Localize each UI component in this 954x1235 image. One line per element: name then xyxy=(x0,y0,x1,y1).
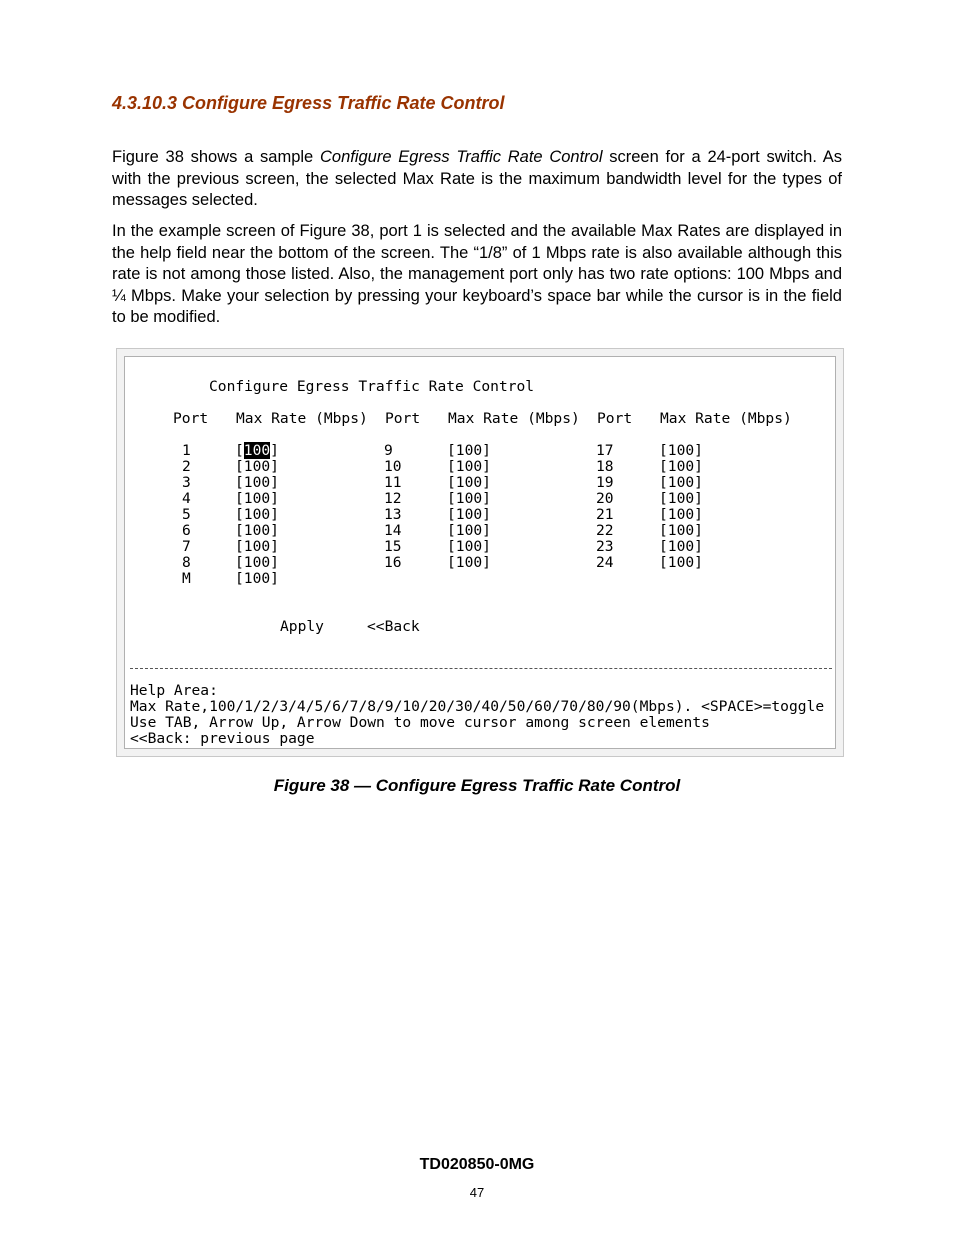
document-id: TD020850-0MG xyxy=(419,1156,535,1173)
max-rate-field[interactable] xyxy=(447,539,491,555)
max-rate-value[interactable]: 100 xyxy=(243,442,271,459)
col-header-rate-2: Max Rate (Mbps) xyxy=(448,410,580,427)
field-bracket-right: ] xyxy=(694,442,703,459)
port-number: 9 xyxy=(384,442,393,459)
field-bracket-left: [ xyxy=(235,538,244,555)
max-rate-field[interactable] xyxy=(447,443,491,459)
field-bracket-left: [ xyxy=(659,442,668,459)
field-bracket-right: ] xyxy=(270,570,279,587)
help-area-title: Help Area: xyxy=(130,682,218,699)
field-bracket-right: ] xyxy=(270,506,279,523)
field-bracket-left: [ xyxy=(235,554,244,571)
field-bracket-right: ] xyxy=(270,474,279,491)
port-number: 7 xyxy=(182,538,191,555)
field-bracket-left: [ xyxy=(235,506,244,523)
port-number: 16 xyxy=(384,554,402,571)
port-number: 8 xyxy=(182,554,191,571)
terminal-screenshot-frame xyxy=(116,348,844,757)
field-bracket-left: [ xyxy=(659,506,668,523)
field-bracket-right: ] xyxy=(694,458,703,475)
back-button[interactable]: <<Back xyxy=(367,618,420,635)
port-number: 5 xyxy=(182,506,191,523)
max-rate-field[interactable] xyxy=(447,555,491,571)
max-rate-field[interactable] xyxy=(447,459,491,475)
field-bracket-right: ] xyxy=(694,490,703,507)
port-number: 17 xyxy=(596,442,614,459)
max-rate-field[interactable] xyxy=(235,491,279,507)
field-bracket-left: [ xyxy=(659,538,668,555)
screen-title: Configure Egress Traffic Rate Control xyxy=(209,378,535,395)
col-header-port-2: Port xyxy=(385,410,421,427)
help-line-navigation: Use TAB, Arrow Up, Arrow Down to move cursor among screen elements xyxy=(130,714,710,731)
max-rate-value[interactable]: 100 xyxy=(667,538,695,555)
field-bracket-left: [ xyxy=(235,570,244,587)
max-rate-value[interactable]: 100 xyxy=(455,474,483,491)
max-rate-field[interactable] xyxy=(659,443,703,459)
max-rate-field[interactable] xyxy=(235,571,279,587)
max-rate-value[interactable]: 100 xyxy=(455,538,483,555)
port-number: 12 xyxy=(384,490,402,507)
field-bracket-right: ] xyxy=(270,538,279,555)
port-number: 14 xyxy=(384,522,402,539)
port-number: 3 xyxy=(182,474,191,491)
field-bracket-left: [ xyxy=(447,458,456,475)
field-bracket-right: ] xyxy=(694,538,703,555)
figure-caption: Figure 38 — Configure Egress Traffic Rate Control xyxy=(273,776,681,795)
max-rate-field[interactable] xyxy=(659,555,703,571)
terminal-screen xyxy=(124,356,836,749)
port-number: 24 xyxy=(596,554,614,571)
max-rate-field[interactable] xyxy=(447,475,491,491)
field-bracket-right: ] xyxy=(482,442,491,459)
field-bracket-right: ] xyxy=(694,522,703,539)
max-rate-value[interactable]: 100 xyxy=(455,442,483,459)
max-rate-value[interactable]: 100 xyxy=(667,506,695,523)
field-bracket-right: ] xyxy=(482,506,491,523)
max-rate-field[interactable] xyxy=(659,507,703,523)
max-rate-field[interactable] xyxy=(447,523,491,539)
port-number: 6 xyxy=(182,522,191,539)
field-bracket-left: [ xyxy=(659,522,668,539)
help-line-rates: Max Rate,100/1/2/3/4/5/6/7/8/9/10/20/30/40/50/60/70/80/90(Mbps). <SPACE>=toggle xyxy=(130,698,825,715)
max-rate-value[interactable]: 100 xyxy=(243,506,271,523)
field-bracket-left: [ xyxy=(447,538,456,555)
col-header-port-1: Port xyxy=(173,410,209,427)
field-bracket-left: [ xyxy=(447,474,456,491)
field-bracket-left: [ xyxy=(659,458,668,475)
port-number: 22 xyxy=(596,522,614,539)
max-rate-value[interactable]: 100 xyxy=(243,474,271,491)
field-bracket-left: [ xyxy=(235,490,244,507)
max-rate-field[interactable] xyxy=(659,491,703,507)
field-bracket-left: [ xyxy=(235,522,244,539)
section-heading: 4.3.10.3 Configure Egress Traffic Rate Control xyxy=(112,93,505,113)
intro-text-a: Figure 38 shows a sample xyxy=(112,148,320,166)
port-number: 20 xyxy=(596,490,614,507)
field-bracket-right: ] xyxy=(694,506,703,523)
port-number: 11 xyxy=(384,474,402,491)
max-rate-value[interactable]: 100 xyxy=(455,490,483,507)
max-rate-value[interactable]: 100 xyxy=(455,522,483,539)
field-bracket-left: [ xyxy=(659,474,668,491)
max-rate-field[interactable] xyxy=(235,523,279,539)
max-rate-field[interactable] xyxy=(235,475,279,491)
max-rate-field[interactable] xyxy=(447,491,491,507)
port-number: M xyxy=(182,570,191,587)
col-header-rate-3: Max Rate (Mbps) xyxy=(660,410,792,427)
max-rate-value[interactable]: 100 xyxy=(667,522,695,539)
port-number: 10 xyxy=(384,458,402,475)
port-number: 23 xyxy=(596,538,614,555)
max-rate-value[interactable]: 100 xyxy=(243,538,271,555)
field-bracket-right: ] xyxy=(482,458,491,475)
max-rate-value[interactable]: 100 xyxy=(243,522,271,539)
field-bracket-left: [ xyxy=(235,458,244,475)
field-bracket-right: ] xyxy=(694,554,703,571)
field-bracket-right: ] xyxy=(694,474,703,491)
max-rate-value[interactable]: 100 xyxy=(667,554,695,571)
max-rate-value[interactable]: 100 xyxy=(667,442,695,459)
max-rate-field[interactable] xyxy=(235,555,279,571)
field-bracket-left: [ xyxy=(447,522,456,539)
max-rate-field[interactable] xyxy=(235,443,279,459)
port-number: 4 xyxy=(182,490,191,507)
col-header-port-3: Port xyxy=(597,410,633,427)
max-rate-value[interactable]: 100 xyxy=(667,458,695,475)
max-rate-value[interactable]: 100 xyxy=(243,458,271,475)
detail-paragraph: In the example screen of Figure 38, port 1 is selected and the available Max Rates are displayed in the help field near the bottom of the screen. The “1/8” of 1 Mbps rate is also available although this rate is not among those listed. Also, the management port only has two rate options: 100 Mbps and ¼ Mbps. Make your selection by pressing your keyboard’s space bar while the cursor is in the field to be modified. xyxy=(112,222,842,326)
field-bracket-left: [ xyxy=(447,490,456,507)
max-rate-field[interactable] xyxy=(659,539,703,555)
max-rate-value[interactable]: 100 xyxy=(667,474,695,491)
max-rate-value[interactable]: 100 xyxy=(243,570,271,587)
max-rate-value[interactable]: 100 xyxy=(243,490,271,507)
intro-paragraph xyxy=(112,147,842,212)
max-rate-value[interactable]: 100 xyxy=(455,458,483,475)
field-bracket-left: [ xyxy=(447,442,456,459)
intro-text-b: screen for a 24-port switch. As with the previous screen, the selected Max Rate is the maximum bandwidth level for the types of messages selected. xyxy=(112,148,842,209)
field-bracket-right: ] xyxy=(482,474,491,491)
field-bracket-left: [ xyxy=(447,554,456,571)
max-rate-field[interactable] xyxy=(235,507,279,523)
max-rate-value[interactable]: 100 xyxy=(455,506,483,523)
max-rate-field[interactable] xyxy=(235,459,279,475)
field-bracket-left: [ xyxy=(659,490,668,507)
field-bracket-right: ] xyxy=(270,554,279,571)
field-bracket-right: ] xyxy=(270,490,279,507)
field-bracket-right: ] xyxy=(482,554,491,571)
port-number: 19 xyxy=(596,474,614,491)
apply-button[interactable]: Apply xyxy=(280,618,324,635)
port-number: 18 xyxy=(596,458,614,475)
help-divider xyxy=(130,668,832,669)
field-bracket-left: [ xyxy=(447,506,456,523)
page-number: 47 xyxy=(469,1185,485,1200)
port-number: 13 xyxy=(384,506,402,523)
max-rate-value[interactable]: 100 xyxy=(243,554,271,571)
help-line-back: <<Back: previous page xyxy=(130,730,315,747)
field-bracket-right: ] xyxy=(270,522,279,539)
field-bracket-right: ] xyxy=(270,442,279,459)
port-number: 21 xyxy=(596,506,614,523)
field-bracket-right: ] xyxy=(482,538,491,555)
field-bracket-right: ] xyxy=(482,522,491,539)
field-bracket-left: [ xyxy=(235,474,244,491)
max-rate-value[interactable]: 100 xyxy=(667,490,695,507)
field-bracket-left: [ xyxy=(235,442,244,459)
field-bracket-left: [ xyxy=(659,554,668,571)
field-bracket-right: ] xyxy=(270,458,279,475)
max-rate-field[interactable] xyxy=(447,507,491,523)
max-rate-field[interactable] xyxy=(235,539,279,555)
max-rate-value[interactable]: 100 xyxy=(455,554,483,571)
intro-text-emphasis: Configure Egress Traffic Rate Control xyxy=(319,148,603,166)
max-rate-field[interactable] xyxy=(659,523,703,539)
max-rate-field[interactable] xyxy=(659,459,703,475)
port-number: 1 xyxy=(182,442,191,459)
max-rate-field[interactable] xyxy=(659,475,703,491)
port-number: 2 xyxy=(182,458,191,475)
field-bracket-right: ] xyxy=(482,490,491,507)
col-header-rate-1: Max Rate (Mbps) xyxy=(236,410,368,427)
port-number: 15 xyxy=(384,538,402,555)
